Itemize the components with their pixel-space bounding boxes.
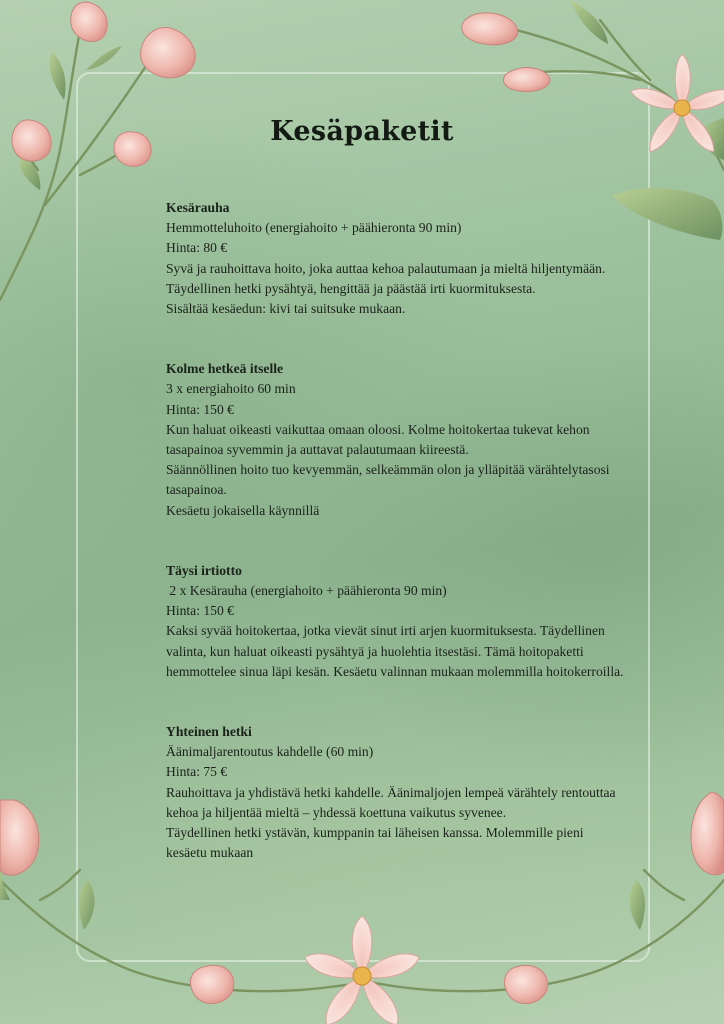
package-description-line: Täydellinen hetki ystävän, kumppanin tai läheisen kanssa. Molemmille pieni kesäetu mukaan (166, 825, 584, 861)
package-kolme-hetkea (166, 359, 626, 521)
package-name: Kesärauha (166, 200, 230, 215)
package-treatment: Äänimaljarentoutus kahdelle (60 min) (166, 744, 374, 760)
package-treatment: 3 x energiahoito 60 min (166, 381, 296, 397)
package-name: Täysi irtiotto (166, 562, 242, 578)
package-treatment: 2 x Kesärauha (energiahoito + päähieronta 90 min) (166, 583, 447, 599)
package-name: Yhteinen hetki (166, 724, 252, 740)
package-description-line: Rauhoittava ja yhdistävä hetki kahdelle. Äänimaljojen lempeä värähtely rentouttaa kehoa ja hiljentää mieltä – yhdessä koettuna vaikutus syvenee. (166, 784, 616, 820)
package-name: Kolme hetkeä itselle (166, 361, 284, 377)
page-title: Kesäpaketit (270, 116, 454, 148)
package-description-line: Täydellinen hetki pysähtyä, hengittää ja päästää irti kuormituksesta. (166, 280, 536, 296)
package-description-line: Säännöllinen hoito tuo kevyemmän, selkeämmän olon ja ylläpitää värähtelytasosi tasapainoa. (166, 462, 610, 498)
package-yhteinen-hetki (166, 722, 626, 863)
package-kesarauha (166, 198, 626, 319)
package-treatment: Hemmotteluhoito (energiahoito + päähieronta 90 min) (166, 220, 462, 236)
package-description-line: Sisältää kesäedun: kivi tai suitsuke mukaan. (166, 301, 406, 317)
package-taysi-irtiotto (166, 561, 626, 682)
package-description-line: Syvä ja rauhoittava hoito, joka auttaa kehoa palautumaan ja mieltä hiljentymään. (166, 260, 606, 276)
package-price: Hinta: 150 € (166, 401, 234, 417)
package-description-line: Kun haluat oikeasti vaikuttaa omaan oloosi. Kolme hoitokertaa tukevat kehon tasapainoa syvemmin ja auttavat palautumaan kiireestä. (166, 421, 590, 458)
package-price: Hinta: 80 € (166, 240, 228, 256)
package-description-line: Kaksi syvää hoitokertaa, jotka vievät sinut irti arjen kuormituksesta. Täydellinen valinta, kun haluat oikeasti pysähtyä ja huolehtia itsestäsi. Tämä hoitopaketti hemmottelee sinua läpi kesän. Kesäetu valinnan mukaan molemmilla hoitokerroilla. (166, 623, 624, 679)
package-description-line: Kesäetu jokaisella käynnillä (166, 502, 320, 518)
package-price: Hinta: 150 € (166, 603, 234, 619)
packages-list (166, 198, 626, 863)
package-price: Hinta: 75 € (166, 764, 228, 780)
